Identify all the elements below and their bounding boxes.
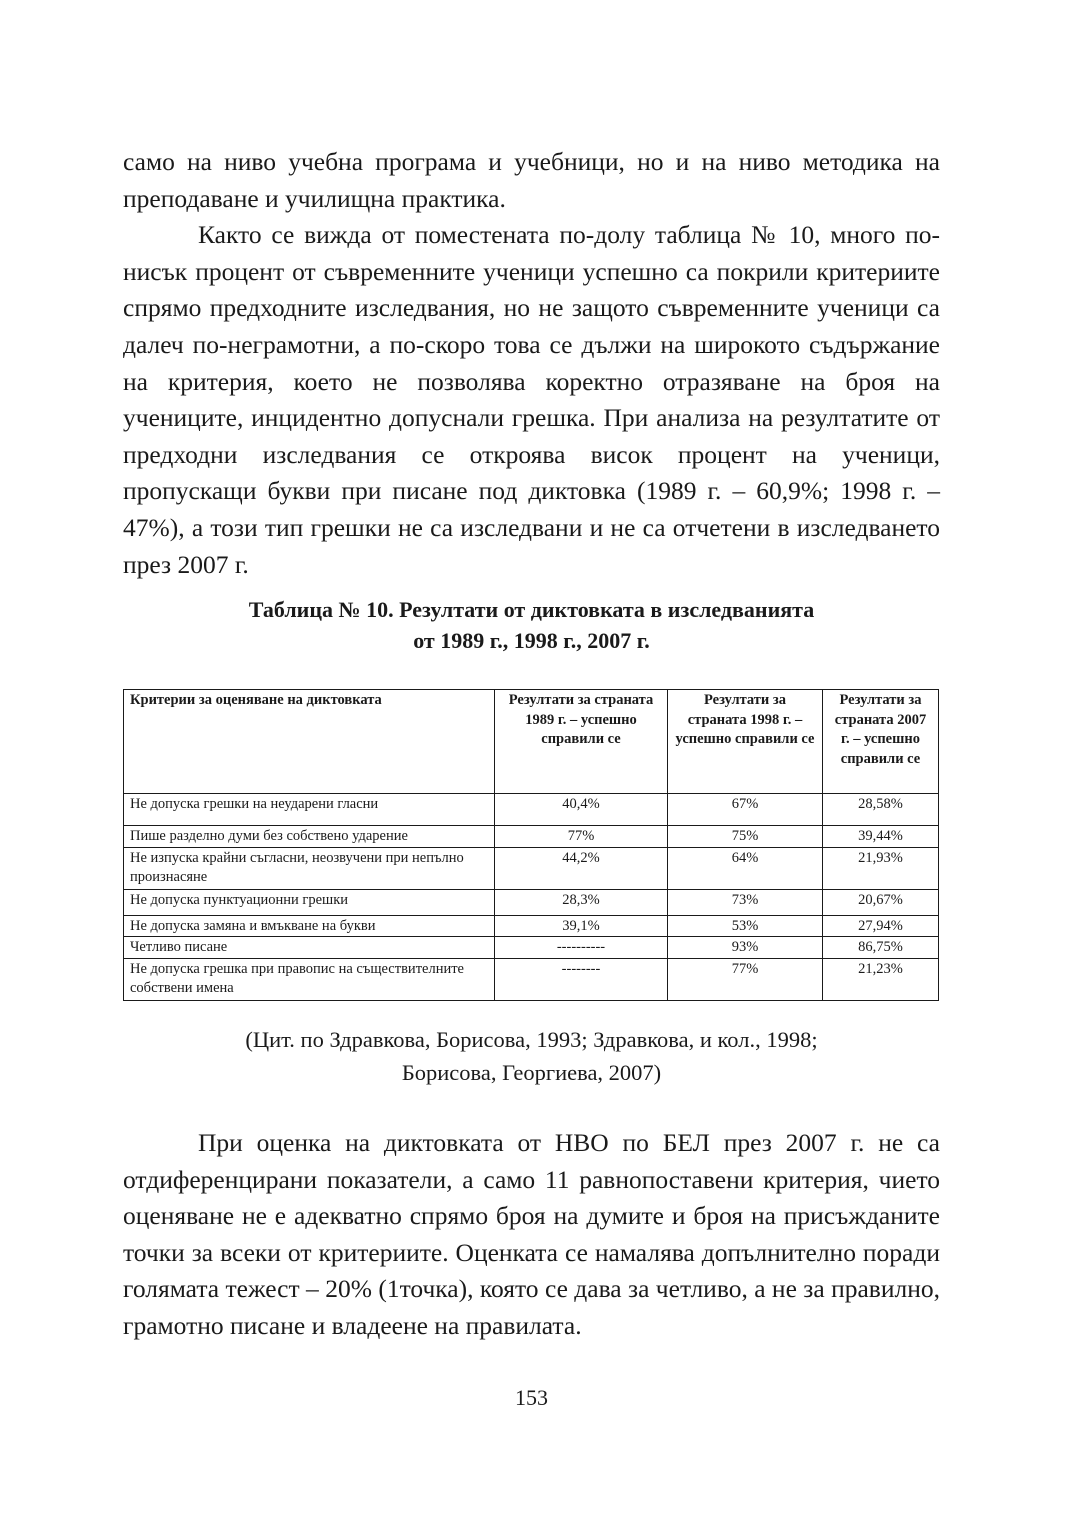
value-2007: 21,93% <box>823 847 939 889</box>
table-row <box>124 958 939 1000</box>
criterion-cell: Не допуска грешки на неударени гласни <box>124 794 495 826</box>
table-row <box>124 937 939 959</box>
header-criteria: Критерии за оценяване на диктовката <box>124 690 495 794</box>
body-text-top <box>123 144 940 583</box>
value-2007: 20,67% <box>823 889 939 915</box>
header-2007: Резултати за страната 2007 г. – успешно справили се <box>823 690 939 794</box>
table-row <box>124 915 939 937</box>
page-number: 153 <box>515 1385 548 1410</box>
paragraph-3: При оценка на диктовката от НВО по БЕЛ през 2007 г. не са отдиференцирани показатели, а само 11 равнопоставени критерия, чието оценяване не е адекватно спрямо броя на думите и броя на присъжданите точки за всеки от критериите. Оценката се намалява допълнително поради голямата тежест – 20% (1точка), която се дава за четливо, а не за правилно, грамотно писане и владеене на правилата. <box>123 1128 940 1340</box>
value-2007: 21,23% <box>823 958 939 1000</box>
value-2007: 39,44% <box>823 826 939 848</box>
value-1998: 67% <box>668 794 823 826</box>
table-header-row <box>124 690 939 794</box>
value-1998: 73% <box>668 889 823 915</box>
value-1989: 28,3% <box>495 889 668 915</box>
value-2007: 28,58% <box>823 794 939 826</box>
value-1998: 64% <box>668 847 823 889</box>
results-table <box>123 689 939 1001</box>
value-1998: 75% <box>668 826 823 848</box>
value-2007: 86,75% <box>823 937 939 959</box>
table-source-citation <box>123 1024 940 1089</box>
header-1998: Резултати за страната 1998 г. – успешно справили се <box>668 690 823 794</box>
criterion-cell: Не изпуска крайни съгласни, неозвучени при непълно произнасяне <box>124 847 495 889</box>
value-1989: 77% <box>495 826 668 848</box>
criterion-cell: Не допуска грешка при правопис на съществителните собствени имена <box>124 958 495 1000</box>
source-line-2: Борисова, Георгиева, 2007) <box>401 1059 662 1085</box>
header-1989: Резултати за страната 1989 г. – успешно справили се <box>495 690 668 794</box>
value-1998: 93% <box>668 937 823 959</box>
table-row <box>124 889 939 915</box>
value-1989: ---------- <box>495 937 668 959</box>
source-line-1: (Цит. по Здравкова, Борисова, 1993; Здравкова, и кол., 1998; <box>245 1027 818 1052</box>
value-1989: 39,1% <box>495 915 668 937</box>
criterion-cell: Не допуска замяна и вмъкване на букви <box>124 915 495 937</box>
criterion-cell: Пише разделно думи без собствено ударение <box>124 826 495 848</box>
value-1989: 40,4% <box>495 794 668 826</box>
criterion-cell: Не допуска пунктуационни грешки <box>124 889 495 915</box>
paragraph-1: само на ниво учебна програма и учебници, но и на ниво методика на преподаване и училищна практика. <box>123 147 940 213</box>
table-title <box>123 594 940 656</box>
value-1998: 77% <box>668 958 823 1000</box>
value-1998: 53% <box>668 915 823 937</box>
table-row <box>124 794 939 826</box>
value-1989: 44,2% <box>495 847 668 889</box>
criterion-cell: Четливо писане <box>124 937 495 959</box>
table-row <box>124 847 939 889</box>
value-2007: 27,94% <box>823 915 939 937</box>
table-title-line-2: от 1989 г., 1998 г., 2007 г. <box>413 628 650 653</box>
value-1989: -------- <box>495 958 668 1000</box>
body-text-bottom <box>123 1125 940 1345</box>
table-title-line-1: Таблица № 10. Резултати от диктовката в изследванията <box>248 597 815 622</box>
table-row <box>124 826 939 848</box>
paragraph-2: Както се вижда от поместената по-долу таблица № 10, много по-нисък процент от съвременните ученици успешно са покрили критериите спрямо предходните изследвания, но не защото съвременните ученици са далеч по-неграмотни, а по-скоро това се дължи на широкото съдържание на критерия, което не позволява коректно отразяване на броя на учениците, инцидентно допуснали грешка. При анализа на резултатите от предходни изследвания се откроява висок процент на ученици, пропускащи букви при писане под диктовка (1989 г. – 60,9%; 1998 г. – 47%), а този тип грешки не са изследвани и не са отчетени в изследването през 2007 г. <box>123 220 940 579</box>
